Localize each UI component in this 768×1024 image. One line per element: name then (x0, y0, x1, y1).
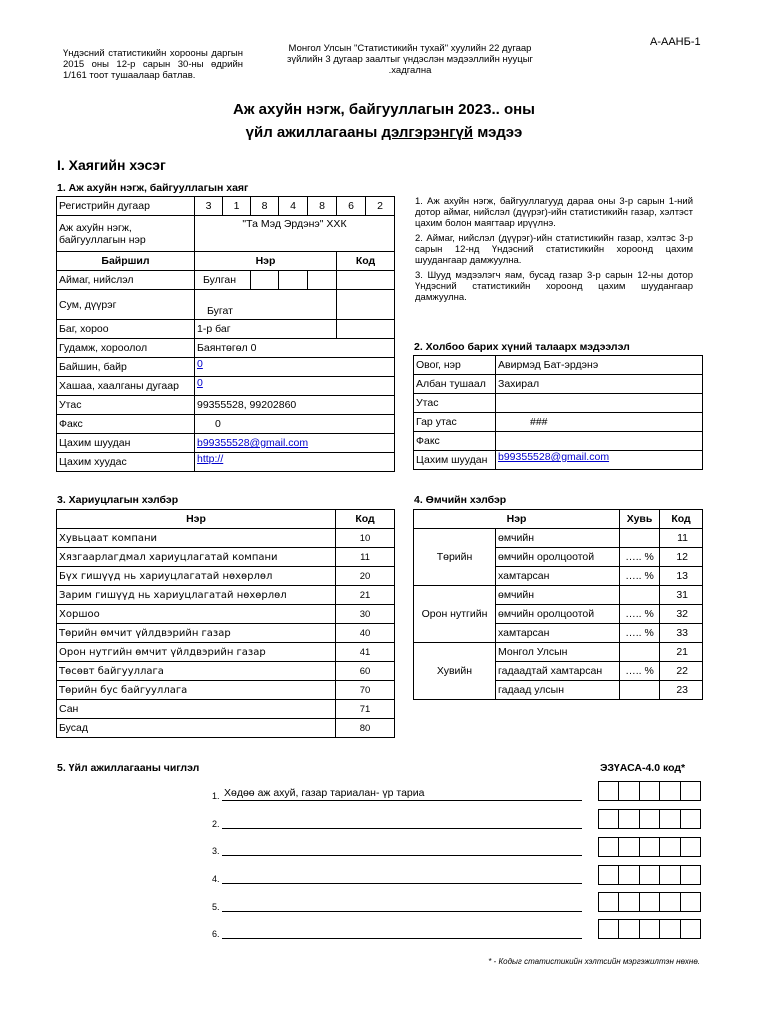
title-part-b: мэдээ (473, 124, 523, 141)
ownership-share-header: Хувь (620, 510, 660, 529)
liability-name: Төрийн өмчит үйлдвэрийн газар (57, 624, 336, 643)
section-1-heading: I. Хаягийн хэсэг (57, 157, 166, 173)
building-label: Байшин, байр (57, 358, 195, 377)
email-label: Цахим шуудан (57, 434, 195, 453)
activity-number: 6. (212, 929, 220, 939)
ownership-name-header: Нэр (414, 510, 620, 529)
liability-name: Хувьцаат компани (57, 529, 336, 548)
activity-number: 3. (212, 846, 220, 856)
confidentiality-note: Монгол Улсын "Статистикийн тухай" хуулийн 22 дугаар зүйлийн 3 дугаар заалтыг үндэслэн мэдээллийн нууцыг .хадгална (286, 43, 534, 76)
ownership-share[interactable] (620, 586, 660, 605)
liability-name: Хязгаарлагдмал хариуцлагатай компани (57, 548, 336, 567)
ownership-code[interactable]: 22 (660, 662, 703, 681)
activity-row (212, 787, 582, 801)
liability-name: Хоршоо (57, 605, 336, 624)
reg-digit[interactable]: 3 (195, 197, 223, 216)
activity-row (212, 870, 582, 884)
activity-input[interactable]: Хөдөө аж ахуй, газар тариалан- үр тариа (222, 787, 582, 801)
activity-row (212, 842, 582, 856)
liability-code[interactable]: 40 (336, 624, 395, 643)
contact-value[interactable]: Захирал (496, 375, 703, 394)
contact-value[interactable]: ### (496, 413, 703, 432)
org-name-label: Аж ахуйн нэгж, байгууллагын нэр (57, 216, 195, 252)
ownership-share[interactable]: ….. % (620, 624, 660, 643)
aimag-value[interactable]: Булган (195, 271, 251, 290)
name-header: Нэр (195, 252, 337, 271)
approval-note: Үндэсний статистикийн хорооны даргын 2015 оны 12-р сарын 30-ны өдрийн 1/161 тоот тушаалаар батлав. (63, 48, 243, 81)
fence-value[interactable]: 0 (197, 377, 203, 389)
location-header: Байршил (57, 252, 195, 271)
sum-value[interactable]: Бугат (195, 290, 337, 320)
ownership-code[interactable]: 13 (660, 567, 703, 586)
address-subheading: 1. Аж ахуйн нэгж, байгууллагын хаяг (57, 182, 249, 194)
contact-label: Утас (414, 394, 496, 413)
ownership-share[interactable]: ….. % (620, 567, 660, 586)
liability-table (56, 509, 395, 738)
ownership-code[interactable]: 31 (660, 586, 703, 605)
street-value[interactable]: Баянтөгөл 0 (195, 339, 395, 358)
title-line-1: Аж ахуйн нэгж, байгууллагын 2023.. оны (232, 101, 535, 118)
liability-name: Төсөвт байгууллага (57, 662, 336, 681)
ownership-name: өмчийн оролцоотой (496, 605, 620, 624)
ownership-share[interactable]: ….. % (620, 548, 660, 567)
isic-code-heading: ЭЗҮАСА-4.0 код* (600, 762, 686, 774)
activity-number: 1. (212, 791, 220, 801)
aimag-code-cell[interactable] (308, 271, 337, 290)
liability-code[interactable]: 80 (336, 719, 395, 738)
code-header: Код (337, 252, 395, 271)
activity-row (212, 925, 582, 939)
liability-code[interactable]: 11 (336, 548, 395, 567)
activity-number: 4. (212, 874, 220, 884)
org-name-value[interactable]: "Та Мэд Эрдэнэ" ХХК (195, 216, 395, 252)
ownership-code[interactable]: 21 (660, 643, 703, 662)
activity-row (212, 815, 582, 829)
fax-value[interactable]: 0 (195, 415, 395, 434)
activity-number: 2. (212, 819, 220, 829)
title-line-2 (0, 121, 768, 144)
title-part-underlined: дэлгэрэнгүй (381, 124, 474, 141)
title-part-a: үйл ажиллагааны (245, 124, 382, 141)
liability-name: Сан (57, 700, 336, 719)
contact-heading: 2. Холбоо барих хүний талаарх мэдээлэл (414, 341, 630, 353)
ownership-group: Хувийн (414, 643, 496, 700)
form-code: А-ААНБ-1 (650, 36, 701, 48)
liability-code[interactable]: 70 (336, 681, 395, 700)
ownership-heading: 4. Өмчийн хэлбэр (414, 494, 507, 506)
activity-row (212, 898, 582, 912)
ownership-group: Орон нутгийн (414, 586, 496, 643)
activity-number: 5. (212, 902, 220, 912)
contact-label: Гар утас (414, 413, 496, 432)
building-value[interactable]: 0 (197, 358, 203, 370)
reg-digit[interactable]: 4 (279, 197, 308, 216)
isic-code-boxes[interactable] (598, 919, 701, 939)
liability-code[interactable]: 21 (336, 586, 395, 605)
activity-input[interactable] (222, 925, 582, 939)
ownership-share[interactable] (620, 529, 660, 548)
ownership-name: Монгол Улсын (496, 643, 620, 662)
ownership-group: Төрийн (414, 529, 496, 586)
instruction-2: 2. Аймаг, нийслэл (дүүрэг)-ийн статистикийн газар, хэлтэс 3-р сарын 12-нд Үндэсний статистикийн хороонд цахим шуудангаар дамжуулна. (415, 233, 693, 266)
bag-value[interactable]: 1-р баг (195, 320, 337, 339)
liability-code[interactable]: 41 (336, 643, 395, 662)
contact-value[interactable] (496, 394, 703, 413)
liability-name: Бүх гишүүд нь хариуцлагатай нөхөрлөл (57, 567, 336, 586)
liability-code[interactable]: 20 (336, 567, 395, 586)
liability-name: Орон нутгийн өмчит үйлдвэрийн газар (57, 643, 336, 662)
aimag-code-cell[interactable] (279, 271, 308, 290)
ownership-name: хамтарсан (496, 624, 620, 643)
fax-label: Факс (57, 415, 195, 434)
ownership-share[interactable] (620, 643, 660, 662)
activity-input[interactable] (222, 815, 582, 829)
ownership-name: өмчийн (496, 586, 620, 605)
ownership-code[interactable]: 11 (660, 529, 703, 548)
ownership-code[interactable]: 12 (660, 548, 703, 567)
page-title (0, 98, 768, 144)
ownership-code-header: Код (660, 510, 703, 529)
website-label: Цахим хуудас (57, 453, 195, 472)
aimag-code-cell[interactable] (251, 271, 279, 290)
instruction-3: 3. Шууд мэдээлэгч яам, бусад газар 3-р сарын 12-ны дотор Үндэсний статистикийн хороонд цахим шуудангаар дамжуулна. (415, 270, 693, 303)
sum-label: Сум, дүүрэг (57, 290, 195, 320)
isic-code-boxes[interactable] (598, 892, 701, 912)
liability-code[interactable]: 30 (336, 605, 395, 624)
liability-code-header: Код (336, 510, 395, 529)
contact-table (413, 355, 703, 470)
footnote: * - Кодыг статистикийн хэлтсийн мэргэжилтэн нөхнө. (488, 957, 700, 966)
activity-input[interactable] (222, 870, 582, 884)
ownership-code[interactable]: 32 (660, 605, 703, 624)
phone-label: Утас (57, 396, 195, 415)
reg-label: Регистрийн дугаар (57, 197, 195, 216)
reg-digit[interactable]: 2 (366, 197, 395, 216)
street-label: Гудамж, хороолол (57, 339, 195, 358)
reg-digit[interactable]: 1 (223, 197, 251, 216)
bag-code-cell[interactable] (337, 320, 395, 339)
email-link[interactable]: b99355528@gmail.com (197, 437, 309, 449)
liability-code[interactable]: 71 (336, 700, 395, 719)
ownership-name: гадаад улсын (496, 681, 620, 700)
ownership-table (413, 509, 703, 700)
reg-digit[interactable]: 6 (337, 197, 366, 216)
isic-code-boxes[interactable] (598, 781, 701, 801)
ownership-name: хамтарсан (496, 567, 620, 586)
aimag-code-cell[interactable] (337, 271, 395, 290)
contact-value[interactable]: Авирмэд Бат-эрдэнэ (496, 356, 703, 375)
liability-code[interactable]: 10 (336, 529, 395, 548)
liability-name: Төрийн бус байгууллага (57, 681, 336, 700)
contact-label: Албан тушаал (414, 375, 496, 394)
instructions (415, 196, 693, 307)
liability-code[interactable]: 60 (336, 662, 395, 681)
liability-heading: 3. Хариуцлагын хэлбэр (57, 494, 179, 506)
liability-name: Зарим гишүүд нь хариуцлагатай нөхөрлөл (57, 586, 336, 605)
ownership-name: гадаадтай хамтарсан (496, 662, 620, 681)
address-table (56, 196, 395, 472)
phone-value[interactable]: 99355528, 99202860 (195, 396, 395, 415)
ownership-name: өмчийн оролцоотой (496, 548, 620, 567)
liability-name-header: Нэр (57, 510, 336, 529)
activity-input[interactable] (222, 842, 582, 856)
isic-code-boxes[interactable] (598, 809, 701, 829)
sum-code-cell[interactable] (337, 290, 395, 320)
fence-label: Хашаа, хаалганы дугаар (57, 377, 195, 396)
ownership-share[interactable]: ….. % (620, 662, 660, 681)
contact-label: Овог, нэр (414, 356, 496, 375)
contact-value[interactable] (496, 432, 703, 451)
contact-label: Факс (414, 432, 496, 451)
activity-heading: 5. Үйл ажиллагааны чиглэл (57, 762, 200, 774)
liability-name: Бусад (57, 719, 336, 738)
contact-email-link[interactable]: b99355528@gmail.com (498, 451, 610, 463)
website-link[interactable]: http:// (197, 453, 224, 465)
ownership-code[interactable]: 23 (660, 681, 703, 700)
isic-code-boxes[interactable] (598, 865, 701, 885)
contact-label: Цахим шуудан (414, 451, 496, 470)
reg-digit[interactable]: 8 (308, 197, 337, 216)
activity-input[interactable] (222, 898, 582, 912)
instruction-1: 1. Аж ахуйн нэгж, байгууллагууд дараа оны 3-р сарын 1-ний дотор аймаг, нийслэл (дүүрэг)-ийн статистикийн газар, хэлтэст цахим болон маягтаар ирүүлнэ. (415, 196, 693, 229)
ownership-code[interactable]: 33 (660, 624, 703, 643)
isic-code-boxes[interactable] (598, 837, 701, 857)
ownership-share[interactable]: ….. % (620, 605, 660, 624)
ownership-name: өмчийн (496, 529, 620, 548)
bag-label: Баг, хороо (57, 320, 195, 339)
reg-digit[interactable]: 8 (251, 197, 279, 216)
ownership-share[interactable] (620, 681, 660, 700)
aimag-label: Аймаг, нийслэл (57, 271, 195, 290)
